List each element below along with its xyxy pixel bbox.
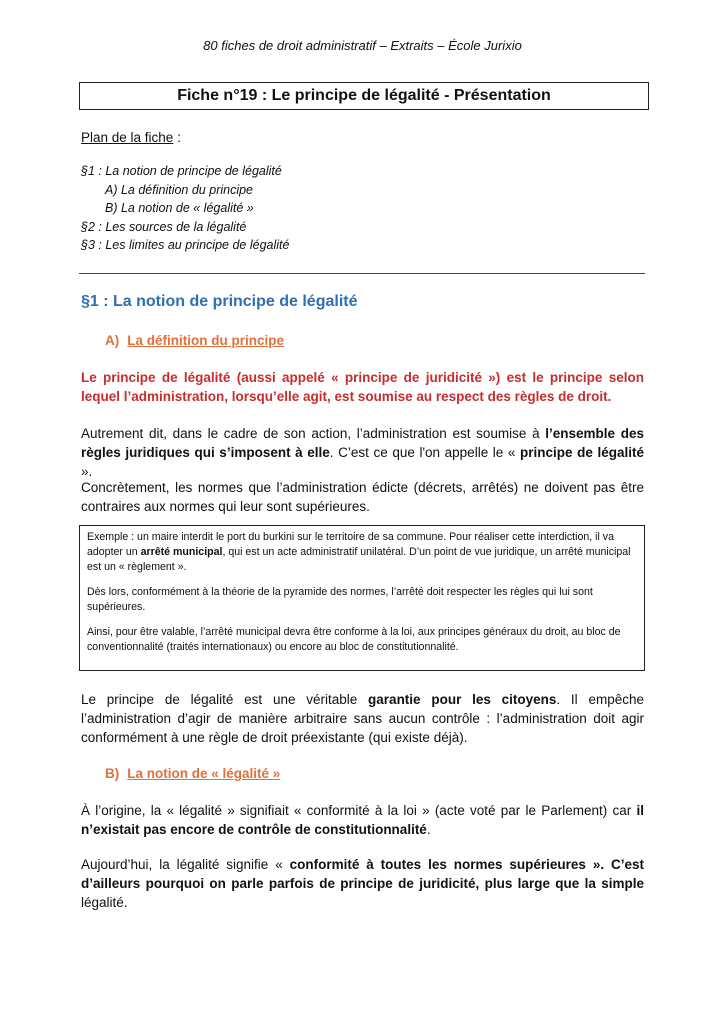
toc-item-s2: §2 : Les sources de la légalité [81, 219, 247, 234]
table-of-contents [81, 162, 289, 255]
p4-bold-b: il n’existait pas encore de contrôle de constitutionnalité [81, 803, 644, 837]
subsection-b-letter: B) [105, 766, 120, 781]
subsection-b-title: La notion de « légalité » [127, 766, 281, 781]
p1-text-c: . C’est ce que l'on appelle le « [329, 445, 520, 460]
toc-item-s1: §1 : La notion de principe de légalité [81, 164, 282, 178]
plan-label [81, 130, 181, 145]
example-bold-a2: arrêté municipal [140, 546, 223, 558]
subsection-a-title: La définition du principe [127, 333, 284, 348]
p3-bold-b: garantie pour les citoyens [368, 692, 557, 707]
example-para-3: Ainsi, pour être valable, l’arrêté municipal devra être conforme à la loi, aux principes généraux du droit, au bloc de conventionnalité (traités internationaux) ou encore au bloc de constitutionnalité. [87, 626, 621, 653]
section-divider [79, 273, 645, 274]
example-para-1 [87, 530, 638, 575]
p4-text-c: . [426, 822, 431, 837]
subsection-b-heading [105, 766, 280, 781]
section-1-heading: §1 : La notion de principe de légalité [81, 293, 358, 310]
definition-paragraph: Le principe de légalité (aussi appelé « principe de juridicité ») est le principe selon lequel l’administration, lorsqu’elle agit, est soumise au respect des règles de droit. [81, 370, 644, 404]
subsection-a-letter: A) [105, 333, 120, 348]
p1-text-a: Autrement dit, dans le cadre de son action, l’administration est soumise à [81, 426, 546, 441]
plan-label-colon: : [173, 130, 181, 145]
p5-text-a: Aujourd’hui, la légalité signifie « [81, 857, 290, 872]
p4-text-a: À l’origine, la « légalité » signifiait « conformité à la loi » (acte voté par le Parlement) car [81, 803, 637, 818]
paragraph-aujourdhui [81, 855, 644, 912]
plan-label-text: Plan de la fiche [81, 130, 174, 145]
p1-bold-d: principe de légalité [520, 445, 644, 460]
example-para-2: Dès lors, conformément à la théorie de la pyramide des normes, l’arrêté doit respecter les règles qui lui sont supérieures. [87, 586, 593, 613]
p1-bold-b: l’ensemble des règles juridiques qui s’imposent à elle [81, 426, 644, 460]
p3-text-a: Le principe de légalité est une véritable [81, 692, 369, 707]
page-title: Fiche n°19 : Le principe de légalité - Présentation [79, 82, 649, 110]
p1-text-e: ». [81, 464, 93, 479]
toc-item-s3: §3 : Les limites au principe de légalité [81, 238, 290, 252]
example-box [79, 525, 645, 671]
toc-item-s1a: A) La définition du principe [105, 182, 254, 197]
subsection-a-heading [105, 333, 284, 348]
p5-text-c: légalité. [81, 895, 128, 910]
p3-text-c: . Il empêche l’administration d’agir de manière arbitraire sans aucun contrôle : l’administration doit agir conformément à une règle de droit préexistante (qui existe déjà). [81, 692, 644, 745]
paragraph-garantie [81, 690, 644, 747]
p5-bold-b: conformité à toutes les normes supérieures ». C’est d’ailleurs pourquoi on parle parfois de principe de juridicité, plus large que la simple [81, 857, 644, 891]
paragraph-autrement [81, 424, 644, 481]
toc-item-s1b: B) La notion de « légalité » [105, 201, 254, 215]
running-header: 80 fiches de droit administratif – Extraits – École Jurixio [203, 38, 522, 53]
example-text-a1: Exemple : un maire interdit le port du burkini sur le territoire de sa commune. Pour réaliser cette interdiction, il va adopter un [87, 531, 614, 558]
paragraph-concretement: Concrètement, les normes que l’administration édicte (décrets, arrêtés) ne doivent pas être contraires aux normes qui leur sont supérieures. [81, 480, 644, 514]
example-text-a3: , qui est un acte administratif unilatéral. D’un point de vue juridique, un arrêté municipal est un « règlement ». [87, 546, 631, 573]
paragraph-origine [81, 801, 644, 839]
